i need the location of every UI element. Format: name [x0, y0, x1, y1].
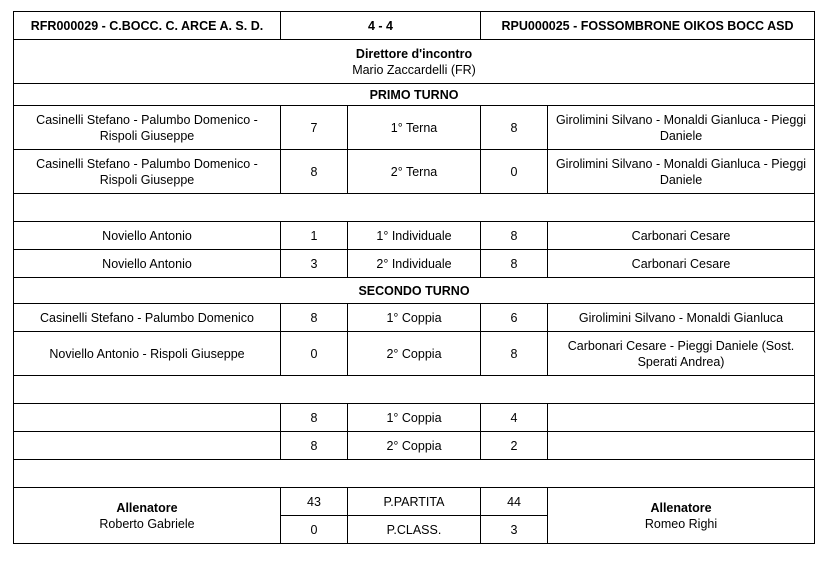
header-row: [14, 12, 815, 40]
footer-row: [14, 488, 815, 516]
class-label: P.CLASS.: [348, 516, 481, 544]
away-score: 8: [481, 332, 548, 376]
home-players: Casinelli Stefano - Palumbo Domenico: [14, 304, 281, 332]
match-report-table: [13, 11, 815, 544]
home-score: 1: [281, 222, 348, 250]
away-players: Carbonari Cesare: [548, 222, 815, 250]
table-row: [14, 150, 815, 194]
game-label: 1° Individuale: [348, 222, 481, 250]
table-row: [14, 432, 815, 460]
home-players: Noviello Antonio - Rispoli Giuseppe: [14, 332, 281, 376]
match-score: 4 - 4: [281, 12, 481, 40]
game-label: 2° Coppia: [348, 332, 481, 376]
away-coach-name: Romeo Righi: [644, 516, 718, 531]
away-score: 8: [481, 106, 548, 150]
away-players: [548, 404, 815, 432]
home-score: 3: [281, 250, 348, 278]
home-players: Casinelli Stefano - Palumbo Domenico - Rispoli Giuseppe: [14, 150, 281, 194]
table-row: [14, 332, 815, 376]
away-score: 0: [481, 150, 548, 194]
home-score: 8: [281, 304, 348, 332]
partita-label: P.PARTITA: [348, 488, 481, 516]
home-players: [14, 432, 281, 460]
game-label: 1° Terna: [348, 106, 481, 150]
game-label: 1° Coppia: [348, 404, 481, 432]
away-players: Carbonari Cesare: [548, 250, 815, 278]
home-score: 8: [281, 404, 348, 432]
spacer-row: [14, 194, 815, 222]
spacer-row: [14, 460, 815, 488]
table-row: [14, 304, 815, 332]
game-label: 2° Terna: [348, 150, 481, 194]
home-players: [14, 404, 281, 432]
away-players: Girolimini Silvano - Monaldi Gianluca: [548, 304, 815, 332]
home-players: Noviello Antonio: [14, 222, 281, 250]
secondo-turno-title: SECONDO TURNO: [14, 278, 815, 304]
home-coach-name: Roberto Gabriele: [99, 516, 195, 531]
home-partita: 43: [281, 488, 348, 516]
director-row: [14, 40, 815, 84]
away-coach-label: Allenatore: [650, 500, 712, 515]
away-class: 3: [481, 516, 548, 544]
table-row: [14, 106, 815, 150]
game-label: 1° Coppia: [348, 304, 481, 332]
away-players: Girolimini Silvano - Monaldi Gianluca - Pieggi Daniele: [548, 150, 815, 194]
director-cell: [14, 40, 815, 84]
away-players: Carbonari Cesare - Pieggi Daniele (Sost. Sperati Andrea): [548, 332, 815, 376]
away-players: [548, 432, 815, 460]
spacer-cell: [14, 460, 815, 488]
away-players: Girolimini Silvano - Monaldi Gianluca - Pieggi Daniele: [548, 106, 815, 150]
director-name: Mario Zaccardelli (FR): [352, 62, 476, 77]
away-score: 4: [481, 404, 548, 432]
spacer-cell: [14, 376, 815, 404]
away-coach-cell: [548, 488, 815, 544]
spacer-row: [14, 376, 815, 404]
game-label: 2° Individuale: [348, 250, 481, 278]
home-players: Noviello Antonio: [14, 250, 281, 278]
home-players: Casinelli Stefano - Palumbo Domenico - Rispoli Giuseppe: [14, 106, 281, 150]
home-score: 8: [281, 432, 348, 460]
game-label: 2° Coppia: [348, 432, 481, 460]
table-row: [14, 222, 815, 250]
home-coach-label: Allenatore: [116, 500, 178, 515]
section-title-row: [14, 278, 815, 304]
primo-turno-title: PRIMO TURNO: [14, 84, 815, 106]
team-away: RPU000025 - FOSSOMBRONE OIKOS BOCC ASD: [481, 12, 815, 40]
director-label: Direttore d'incontro: [355, 46, 473, 61]
home-score: 0: [281, 332, 348, 376]
section-title-row: [14, 84, 815, 106]
away-score: 6: [481, 304, 548, 332]
table-row: [14, 404, 815, 432]
team-home: RFR000029 - C.BOCC. C. ARCE A. S. D.: [14, 12, 281, 40]
away-score: 8: [481, 222, 548, 250]
home-class: 0: [281, 516, 348, 544]
home-score: 7: [281, 106, 348, 150]
away-partita: 44: [481, 488, 548, 516]
away-score: 8: [481, 250, 548, 278]
away-score: 2: [481, 432, 548, 460]
home-score: 8: [281, 150, 348, 194]
spacer-cell: [14, 194, 815, 222]
home-coach-cell: [14, 488, 281, 544]
table-row: [14, 250, 815, 278]
